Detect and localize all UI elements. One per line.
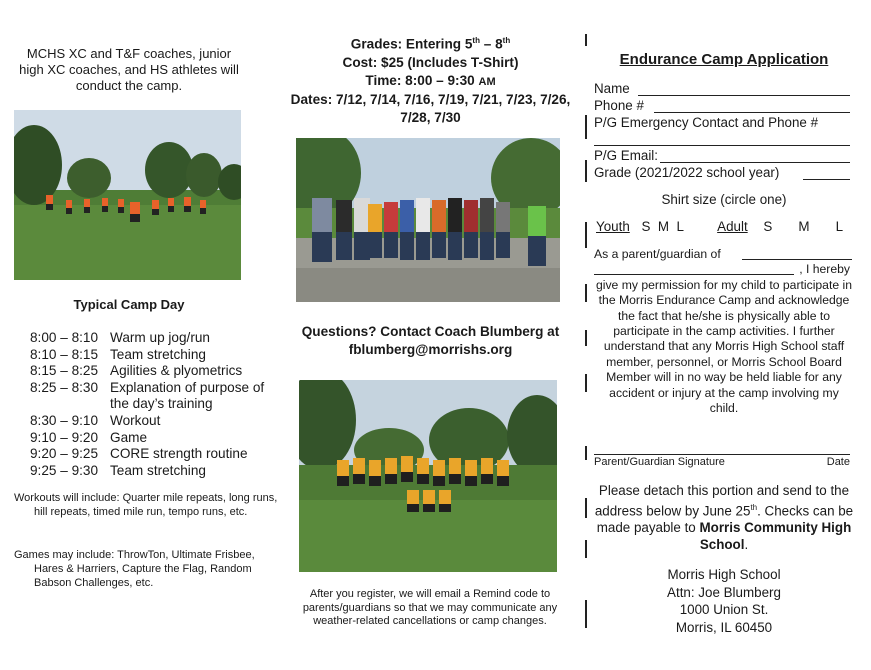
schedule-row bbox=[30, 363, 270, 380]
schedule-time: 8:00 – 8:10 bbox=[30, 330, 99, 345]
emergency-line[interactable] bbox=[594, 145, 850, 146]
time-line bbox=[283, 72, 578, 91]
signature-line[interactable] bbox=[594, 454, 850, 455]
schedule-time: 8:15 – 8:25 bbox=[30, 363, 99, 379]
shirt-size-label: Shirt size (circle one) bbox=[661, 192, 787, 207]
grades-text: Grades: Entering 5 bbox=[350, 36, 473, 52]
youth-label: Youth bbox=[596, 219, 630, 234]
child-name-line-2[interactable] bbox=[594, 274, 794, 275]
camp-details bbox=[283, 32, 578, 127]
cut-line-mark bbox=[585, 160, 587, 182]
schedule-activity: Explanation of purpose of the day’s training bbox=[110, 379, 265, 412]
consent-hereby: , I hereby bbox=[799, 262, 850, 277]
mailing-address bbox=[594, 566, 854, 636]
intro-text: MCHS XC and T&F coaches, junior high XC coaches, and HS athletes will conduct the camp. bbox=[19, 46, 239, 93]
schedule-row bbox=[30, 446, 270, 463]
cut-line-mark bbox=[585, 330, 587, 346]
application-title: Endurance Camp Application bbox=[619, 51, 829, 68]
address-line: 1000 Union St. bbox=[679, 602, 769, 617]
consent-pre bbox=[594, 247, 854, 262]
cut-line-mark bbox=[585, 374, 587, 392]
cut-line-mark bbox=[585, 222, 587, 248]
consent-body: give my permission for my child to participate in the Morris Endurance Camp and acknowledge the fact that he/she is physically able to participate in the camp activities. I further understand that any Morris High School staff member, personnel, or Morris School Board Member will in no way be held liable for any accident or injury at the camp involving my child. bbox=[595, 277, 853, 416]
schedule-row bbox=[30, 463, 270, 480]
schedule-row bbox=[30, 430, 270, 447]
payable-to: Morris Community High School bbox=[699, 520, 852, 553]
email-line[interactable] bbox=[660, 162, 850, 163]
photo-team-yellow-shirts bbox=[299, 380, 557, 572]
photo-group-kids bbox=[296, 138, 560, 302]
grade-label: Grade (2021/2022 school year) bbox=[594, 165, 780, 180]
cut-line-mark bbox=[585, 498, 587, 518]
grades-line bbox=[283, 32, 578, 54]
questions-contact bbox=[283, 323, 578, 359]
schedule-list bbox=[30, 330, 270, 479]
schedule-row bbox=[30, 380, 270, 413]
grades-sup-2: th bbox=[502, 36, 511, 45]
cut-line-mark bbox=[585, 115, 587, 139]
contact-email: fblumberg@morrishs.org bbox=[348, 342, 513, 357]
shirt-size-options bbox=[596, 219, 856, 234]
dates-line: Dates: 7/12, 7/14, 7/16, 7/19, 7/21, 7/23, 7/26, 7/28, 7/30 bbox=[290, 91, 571, 125]
child-name-line[interactable] bbox=[742, 259, 852, 260]
schedule-row bbox=[30, 330, 270, 347]
emergency-label: P/G Emergency Contact and Phone # bbox=[594, 115, 819, 130]
schedule-time: 8:30 – 9:10 bbox=[30, 412, 99, 428]
photo-athletes-running bbox=[14, 110, 241, 280]
date-label: Date bbox=[826, 456, 850, 468]
cut-line-mark bbox=[585, 34, 587, 46]
time-text: Time: 8:00 – 9:30 bbox=[365, 72, 475, 88]
adult-sizes[interactable]: S M L bbox=[763, 219, 844, 234]
remind-note: After you register, we will email a Remind code to parents/guardians so that we may communicate any weather-related cancellations or camp changes. bbox=[302, 588, 558, 627]
time-am: AM bbox=[478, 75, 496, 88]
consent-text bbox=[594, 247, 854, 416]
detach-instructions bbox=[594, 482, 854, 553]
address-line: Morris, IL 60450 bbox=[675, 619, 773, 635]
grade-line[interactable] bbox=[803, 179, 850, 180]
schedule-activity: Workout bbox=[110, 412, 161, 428]
cut-line-mark bbox=[585, 446, 587, 460]
consent-pre-text: As a parent/guardian of bbox=[594, 247, 721, 261]
schedule-time: 9:10 – 9:20 bbox=[30, 429, 99, 445]
phone-label: Phone # bbox=[594, 98, 644, 113]
schedule-activity: Warm up jog/run bbox=[110, 330, 210, 345]
youth-sizes[interactable]: S M L bbox=[641, 219, 684, 234]
schedule-activity: Team stretching bbox=[110, 346, 206, 362]
games-text: Games may include: ThrowTon, Ultimate Frisbee, Hares & Harriers, Capture the Flag, Random Babson Challenges, etc. bbox=[14, 549, 255, 589]
workouts-text: Workouts will include: Quarter mile repeats, long runs, hill repeats, timed mile run, tempo runs, etc. bbox=[14, 492, 278, 518]
schedule-time: 9:20 – 9:25 bbox=[30, 446, 99, 462]
cut-line-mark bbox=[585, 284, 587, 302]
detach-text-2: . Checks can be made payable to bbox=[596, 503, 854, 536]
typical-day-heading: Typical Camp Day bbox=[73, 297, 185, 312]
schedule-time: 9:25 – 9:30 bbox=[30, 462, 99, 478]
schedule-time: 8:10 – 8:15 bbox=[30, 346, 99, 362]
detach-end: . bbox=[744, 537, 749, 553]
schedule-row bbox=[30, 413, 270, 430]
email-label: P/G Email: bbox=[594, 148, 658, 163]
cut-line-mark bbox=[585, 540, 587, 558]
schedule-activity: CORE strength routine bbox=[110, 446, 248, 462]
address-line: Morris High School bbox=[667, 567, 781, 582]
signature-label: Parent/Guardian Signature bbox=[594, 456, 725, 468]
signature-row bbox=[594, 456, 850, 468]
questions-line: Questions? Contact Coach Blumberg at bbox=[301, 324, 560, 339]
cost-line: Cost: $25 (Includes T-Shirt) bbox=[342, 54, 519, 70]
name-label: Name bbox=[594, 81, 630, 96]
detach-sup: th bbox=[750, 503, 758, 512]
name-line[interactable] bbox=[638, 95, 850, 96]
phone-line[interactable] bbox=[654, 112, 850, 113]
schedule-activity: Agilities & plyometrics bbox=[110, 363, 243, 379]
cut-line-mark bbox=[585, 600, 587, 628]
grades-sup: th bbox=[472, 36, 480, 45]
schedule-row bbox=[30, 347, 270, 364]
adult-label: Adult bbox=[717, 219, 748, 234]
schedule-time: 8:25 – 8:30 bbox=[30, 379, 99, 395]
grades-text-2: – 8 bbox=[479, 36, 503, 52]
address-line: Attn: Joe Blumberg bbox=[667, 584, 781, 600]
schedule-activity: Team stretching bbox=[110, 462, 206, 478]
schedule-activity: Game bbox=[110, 429, 148, 445]
detach-text: Please detach this portion and send to the address below by June 25 bbox=[594, 483, 850, 519]
